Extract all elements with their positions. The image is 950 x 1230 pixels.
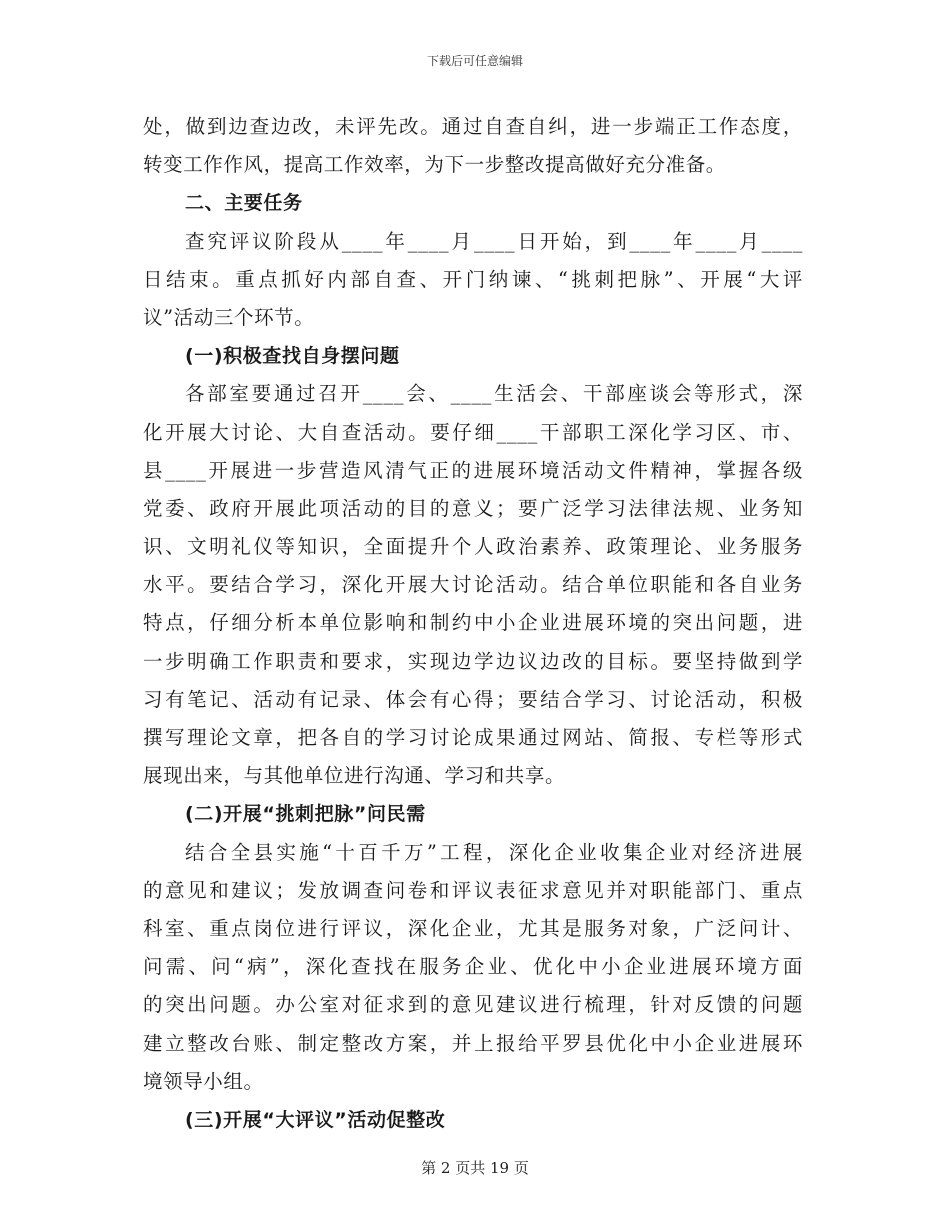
paragraph-line: 党委、政府开展此项活动的目的意义；要广泛学习法律法规、业务知 — [143, 496, 803, 520]
paragraph-line: 结合全县实施“十百千万”工程，深化企业收集企业对经济进展 — [185, 840, 803, 864]
paragraph-line: 的突出问题。办公室对征求到的意见建议进行梳理，针对反馈的问题 — [143, 993, 803, 1017]
paragraph-line: 境领导小组。 — [143, 1069, 264, 1093]
paragraph-line: 习有笔记、活动有记录、体会有心得；要结合学习、讨论活动，积极 — [143, 687, 803, 711]
paragraph-line: 建立整改台账、制定整改方案，并上报给平罗县优化中小企业进展环 — [143, 1031, 803, 1055]
paragraph-line: 撰写理论文章，把各自的学习讨论成果通过网站、简报、专栏等形式 — [143, 726, 803, 749]
section-heading: (二)开展“挑刺把脉”问民需 — [185, 803, 426, 826]
section-heading: 二、主要任务 — [185, 192, 303, 215]
paragraph-line: 特点，仔细分析本单位影响和制约中小企业进展环境的突出问题，进 — [143, 611, 803, 635]
section-heading: (一)积极查找自身摆问题 — [185, 345, 400, 368]
paragraph-line: 的意见和建议；发放调查问卷和评议表征求意见并对职能部门、重点 — [143, 878, 803, 902]
paragraph-line: 化开展大讨论、大自查活动。要仔细____干部职工深化学习区、市、 — [143, 420, 803, 444]
paragraph-line: 议”活动三个环节。 — [143, 305, 315, 329]
paragraph-line: 县____开展进一步营造风清气正的进展环境活动文件精神，掌握各级 — [143, 458, 803, 482]
page-header: 下载后可任意编辑 — [426, 54, 523, 68]
paragraph-line: 问需、问“病”，深化查找在服务企业、优化中小企业进展环境方面 — [143, 955, 803, 979]
paragraph-line: 水平。要结合学习，深化开展大讨论活动。结合单位职能和各自业务 — [143, 573, 803, 597]
section-heading: (三)开展“大评议”活动促整改 — [185, 1108, 446, 1131]
paragraph-line: 科室、重点岗位进行评议，深化企业，尤其是服务对象，广泛问计、 — [143, 916, 803, 940]
document-body — [143, 108, 803, 1139]
paragraph-line: 各部室要通过召开____会、____生活会、干部座谈会等形式，深 — [185, 382, 803, 406]
paragraph-line: 日结束。重点抓好内部自查、开门纳谏、“挑刺把脉”、开展“大评 — [143, 267, 803, 291]
paragraph-line: 一步明确工作职责和要求，实现边学边议边改的目标。要坚持做到学 — [143, 649, 803, 673]
paragraph-line: 识、文明礼仪等知识，全面提升个人政治素养、政策理论、业务服务 — [143, 535, 803, 559]
page-footer: 第 2 页共 19 页 — [421, 1159, 529, 1177]
paragraph-line: 查究评议阶段从____年____月____日开始，到____年____月____ — [185, 229, 803, 253]
paragraph-line: 转变工作作风，提高工作效率，为下一步整改提高做好充分准备。 — [143, 153, 726, 177]
paragraph-line: 处，做到边查边改，未评先改。通过自查自纠，进一步端正工作态度， — [143, 115, 803, 138]
paragraph-line: 展现出来，与其他单位进行沟通、学习和共享。 — [143, 764, 566, 788]
